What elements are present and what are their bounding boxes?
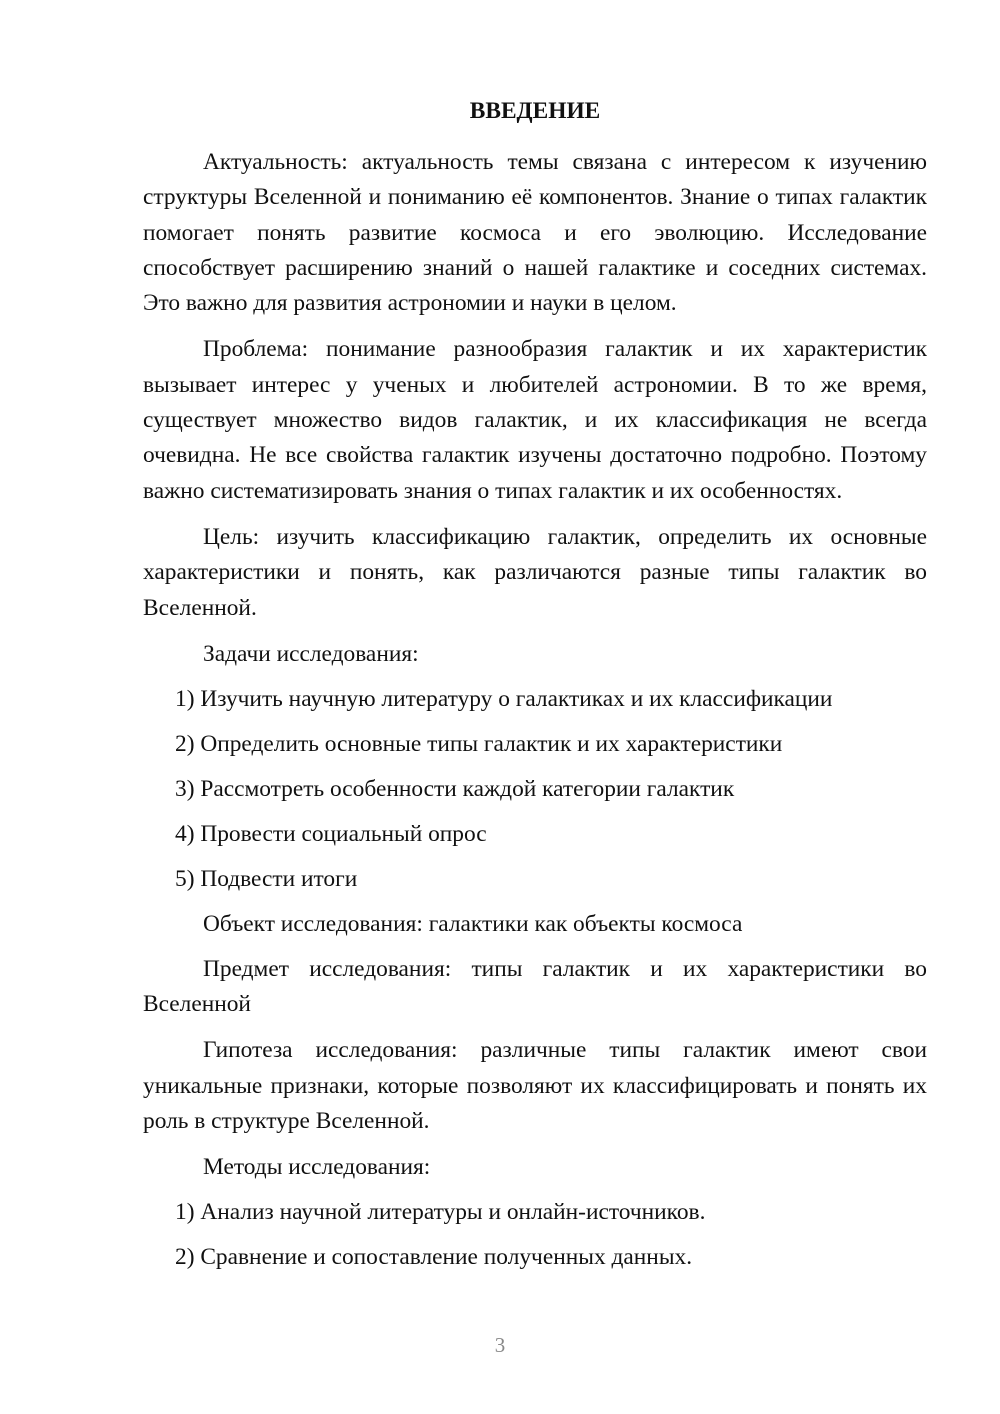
tasks-heading: Задачи исследования:: [203, 640, 419, 667]
task-item: 4) Провести социальный опрос: [175, 820, 487, 847]
page-number: 3: [494, 1333, 506, 1357]
method-item: 2) Сравнение и сопоставление полученных данных.: [175, 1244, 693, 1271]
problem-paragraph: Проблема: понимание разнообразия галактик и их характеристик вызывает интерес у ученых и любителей астрономии. В то же время, существует множество видов галактик, и их классификация не всегда очевидна. Не все свойства галактик изучены достаточно подробно. Поэтому важно систематизировать знания о типах галактик и их особенностях.: [143, 336, 927, 504]
goal-paragraph: Цель: изучить классификацию галактик, определить их основные характеристики и понять, как различаются разные типы галактик во Вселенной.: [143, 523, 927, 621]
task-item: 3) Рассмотреть особенности каждой категории галактик: [175, 775, 735, 802]
section-title: ВВЕДЕНИЕ: [469, 98, 601, 124]
task-item: 2) Определить основные типы галактик и их характеристики: [175, 730, 783, 757]
relevance-paragraph: Актуальность: актуальность темы связана с интересом к изучению структуры Вселенной и пониманию её компонентов. Знание о типах галактик помогает понять развитие космоса и его эволюцию. Исследование способствует расширению знаний о нашей галактике и соседних системах. Это важно для развития астрономии и науки в целом.: [143, 149, 927, 317]
object-line: Объект исследования: галактики как объекты космоса: [203, 910, 743, 937]
task-item: 1) Изучить научную литературу о галактиках и их классификации: [175, 685, 833, 712]
document-page: [143, 96, 927, 1285]
subject-paragraph: Предмет исследования: типы галактик и их характеристики во Вселенной: [143, 955, 927, 1018]
methods-heading: Методы исследования:: [203, 1154, 431, 1181]
hypothesis-paragraph: Гипотеза исследования: различные типы галактик имеют свои уникальные признаки, которые позволяют их классифицировать и понять их роль в структуре Вселенной.: [143, 1037, 927, 1135]
method-item: 1) Анализ научной литературы и онлайн-источников.: [175, 1199, 706, 1226]
task-item: 5) Подвести итоги: [175, 865, 358, 892]
